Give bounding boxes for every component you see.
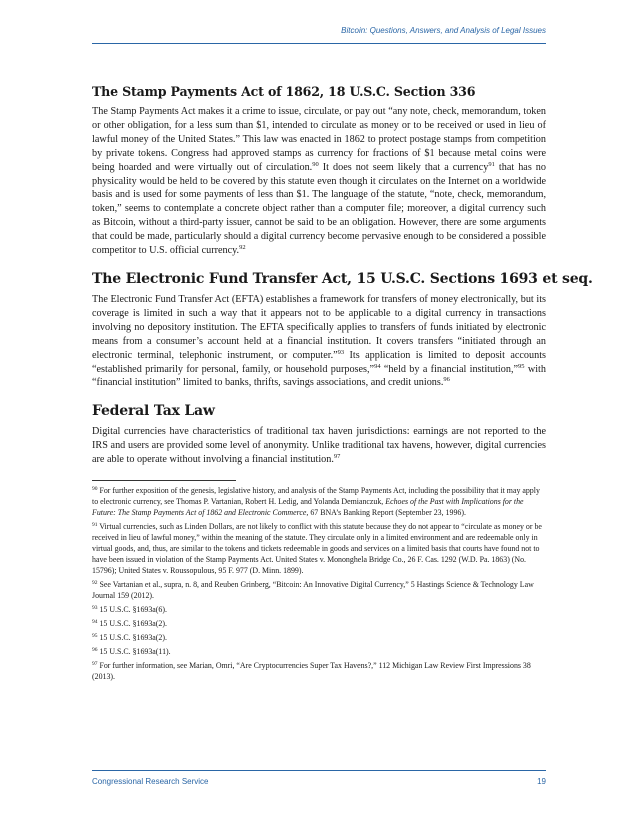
footnote-92: $^{92}$ See Vartanian et al., supra, n. 8, and Reuben Grinberg, “Bitcoin: An Innovative Digital Currency,” 5 Hastings Science & Technology Law Journal 159 (2012). — [92, 580, 534, 601]
footer-rule — [92, 770, 546, 771]
footnote-ref-92[interactable]: 92 — [239, 244, 246, 252]
stamp-act-paragraph: The Stamp Payments Act makes it a crime to issue, circulate, or pay out “any note, check, memorandum, token or other obligation, for a less sum than $1, intended to circulate as money or to be received or used in lieu of lawful money of the United States.” This law was enacted in 1862 to protect postage stamps from competition by private tokens. Congress had approved stamps as currency for fractions of $1 because metal coins were being hoarded and were virtually out of circulation.$^{90}$ It does not seem likely that a currency$^{91}$ that has no physicality would be held to be covered by this statute even though it circulates on the Internet on a worldwide basis and is used for some payments of less than $1. The language of the statute, “note, check, memorandum, token,” seems to contemplate a concrete object rather than a computer file; moreover, a digital currency such as Bitcoin, without a third-party issuer, cannot be said to be an obligation. However, there are some arguments that could be made, particularly should a digital currency become pervasive enough to be considered a possible competitor to U.S. official currency.$^{92}$ — [92, 106, 546, 257]
footer-publisher: Congressional Research Service — [92, 777, 209, 786]
footnote-90: $^{90}$ For further exposition of the genesis, legislative history, and analysis of the Stamp Payments Act, including the possibility that it may apply to electronic currency, see Thomas P. Vartanian, Robert H. Ledig, and Yolanda Demianczuk, Echoes of the Past with Implications for the Future: The Stamp Payments Act of 1862 and Electronic Commerce, 67 BNA’s Banking Report (September 23, 1996). — [92, 486, 540, 518]
footnote-97: $^{97}$ For further information, see Marian, Omri, “Are Cryptocurrencies Super Tax Havens?,” 112 Michigan Law Review First Impressions 38 (2013). — [92, 661, 531, 682]
section-heading-tax-law: Federal Tax Law — [92, 403, 215, 420]
footnote-ref-93[interactable]: 93 — [337, 348, 345, 356]
footnote-96: $^{96}$ 15 U.S.C. §1693a(11). — [92, 647, 171, 657]
page-number: 19 — [537, 777, 546, 786]
running-header: Bitcoin: Questions, Answers, and Analysis of Legal Issues — [341, 26, 546, 35]
footnote-ref-90[interactable]: 90 — [312, 160, 319, 168]
footnote-95: $^{95}$ 15 U.S.C. §1693a(2). — [92, 633, 167, 643]
tax-law-paragraph: Digital currencies have characteristics of traditional tax haven jurisdictions: earnings are not reported to the IRS and users are provided some level of anonymity. Unlike traditional tax havens, however, digital currencies are able to operate without involving a financial institution.$^{97}$ — [92, 426, 546, 466]
section-heading-stamp-act: The Stamp Payments Act of 1862, 18 U.S.C. Section 336 — [92, 84, 476, 99]
footnote-separator — [92, 480, 236, 481]
footnote-94: $^{94}$ 15 U.S.C. §1693a(2). — [92, 619, 167, 629]
footnote-ref-97[interactable]: 97 — [333, 453, 341, 461]
header-rule — [92, 43, 546, 44]
footnote-ref-96[interactable]: 96 — [443, 376, 450, 384]
page-body — [92, 84, 593, 685]
section-heading-efta: The Electronic Fund Transfer Act, 15 U.S.C. Sections 1693 et seq. — [92, 270, 593, 287]
footnote-ref-95[interactable]: 95 — [518, 362, 525, 370]
efta-paragraph: The Electronic Fund Transfer Act (EFTA) establishes a framework for transfers of money electronically, but its coverage is limited in such a way that it appears not to be applicable to a digital currency in transactions involving no depository institution. The EFTA specifically applies to transfers of funds initiated by electronic means from a consumer’s account held at a financial institution. It covers transfers “initiated through an electronic terminal, telephonic instrument, or computer.”$^{93}$ Its application is limited to deposit accounts “established primarily for personal, family, or household purposes,”$^{94}$ “held by a financial institution,”$^{95}$ with “financial institution” limited to banks, thrifts, savings associations, and credit unions.$^{96}$ — [92, 293, 546, 389]
footnote-ref-94[interactable]: 94 — [374, 362, 381, 370]
footnote-93: $^{93}$ 15 U.S.C. §1693a(6). — [92, 605, 167, 615]
footnote-91: $^{91}$ Virtual currencies, such as Linden Dollars, are not likely to conflict with this statute because they do not appear to “circulate as money or be received in lieu of lawful money,” within the meaning of the statute. They circulate only in a limited environment and are redeemable only in virtual goods, and, thus, are similar to the tokens and tickets redeemable in goods and services on a limited basis that courts have found not to have been issued in violation of the Stamp Payments Act. United States v. Mononghela Bridge Co., 26 F. Cas. 1292 (W.D. Pa. 1863) (No. 15796); United States v. Roussopulous, 95 F. 977 (D. Minn. 1899). — [92, 522, 542, 576]
footnote-ref-91[interactable]: 91 — [488, 160, 495, 168]
